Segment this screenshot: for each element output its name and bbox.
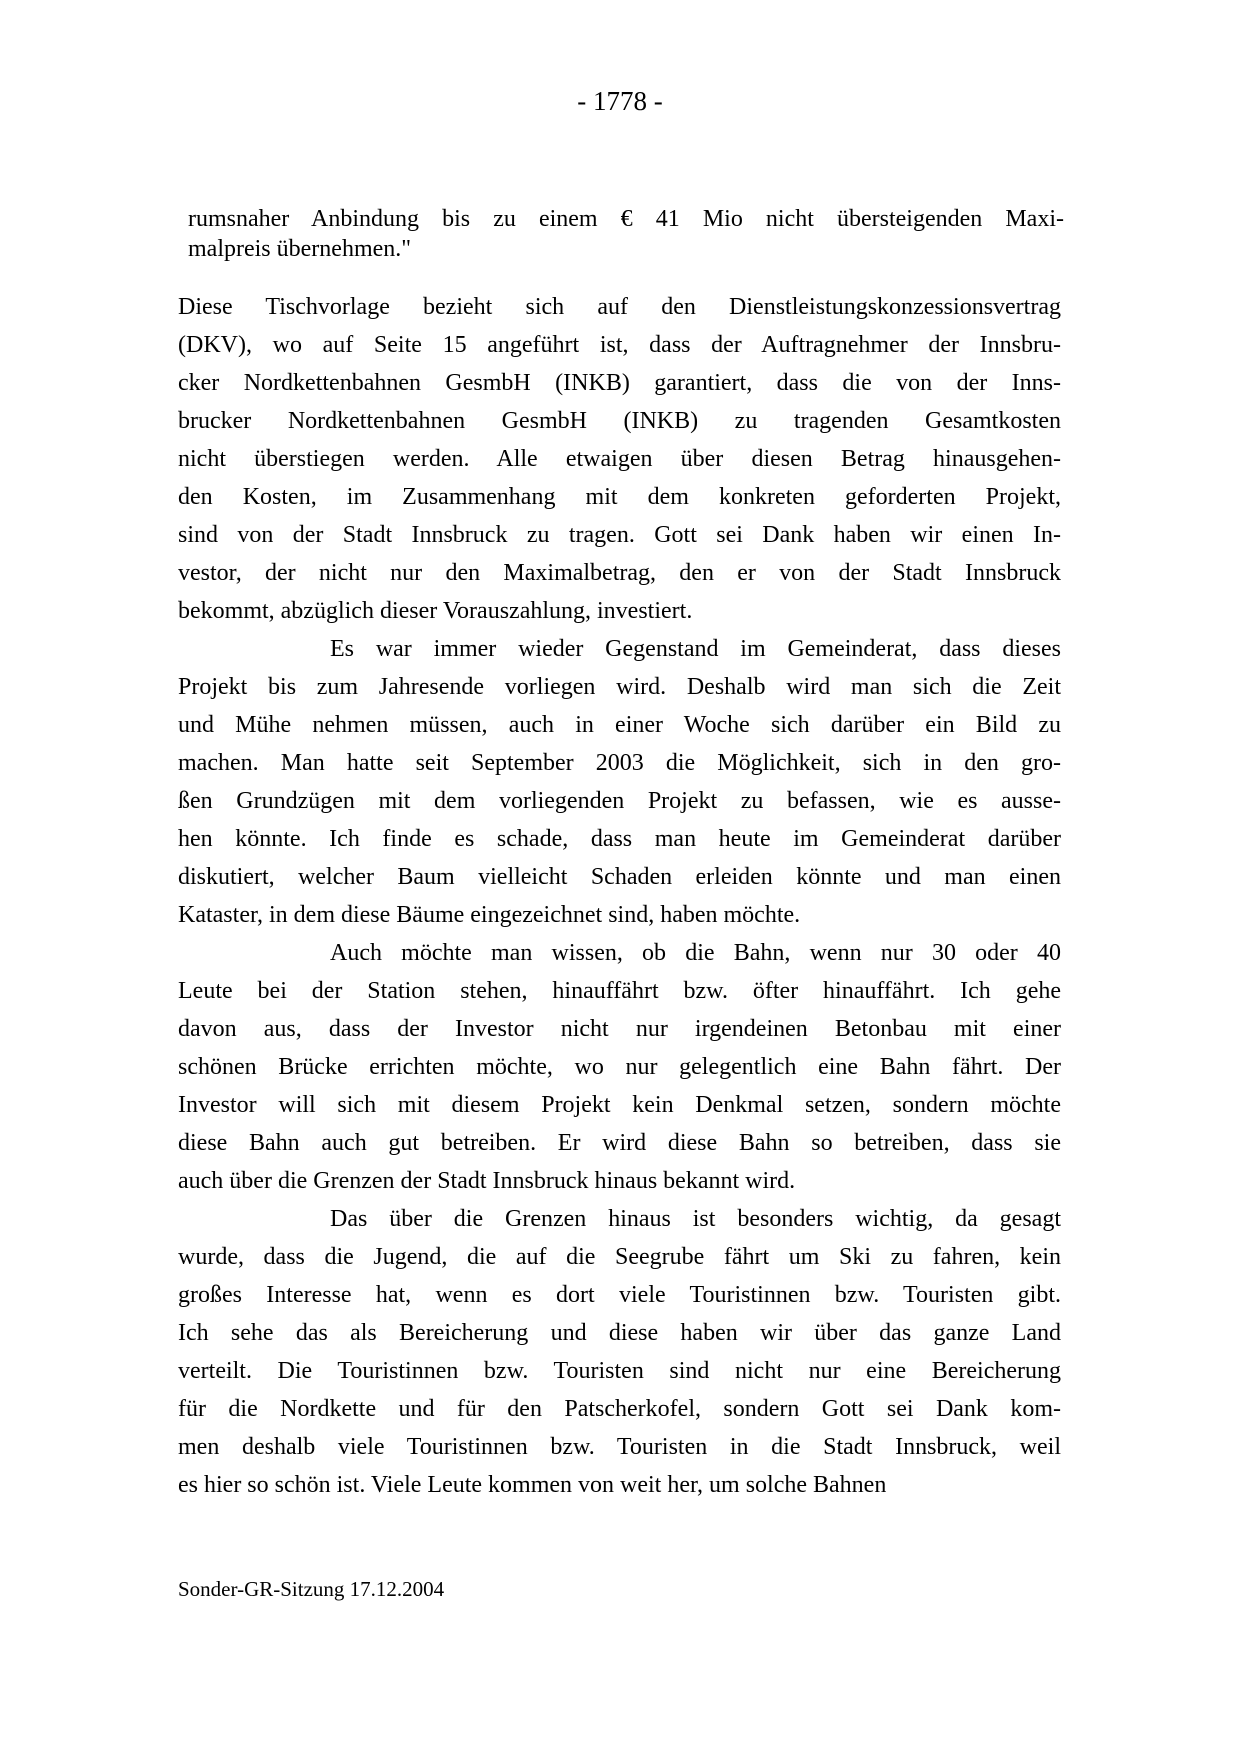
text-line: wurde, dass die Jugend, die auf die Seegrube fährt um Ski zu fahren, kein	[178, 1244, 1061, 1270]
text-line: großes Interesse hat, wenn es dort viele Touristinnen bzw. Touristen gibt.	[178, 1282, 1061, 1308]
page-footer: Sonder-GR-Sitzung 17.12.2004	[178, 1577, 445, 1601]
text-line: machen. Man hatte seit September 2003 die Möglichkeit, sich in den gro-	[178, 750, 1061, 776]
quote-line: malpreis übernehmen."	[188, 236, 412, 262]
paragraph	[178, 1200, 1061, 1504]
text-line: Leute bei der Station stehen, hinauffährt bzw. öfter hinauffährt. Ich gehe	[178, 978, 1061, 1004]
text-line: Ich sehe das als Bereicherung und diese haben wir über das ganze Land	[178, 1320, 1061, 1346]
text-line: Investor will sich mit diesem Projekt kein Denkmal setzen, sondern möchte	[178, 1092, 1061, 1118]
text-line: diskutiert, welcher Baum vielleicht Schaden erleiden könnte und man einen	[178, 864, 1061, 890]
text-line: schönen Brücke errichten möchte, wo nur gelegentlich eine Bahn fährt. Der	[178, 1054, 1061, 1080]
quote-block	[188, 204, 1064, 264]
paragraph	[178, 630, 1061, 934]
body-text	[178, 288, 1061, 1504]
text-line: sind von der Stadt Innsbruck zu tragen. Gott sei Dank haben wir einen In-	[178, 522, 1061, 548]
text-line: hen könnte. Ich finde es schade, dass man heute im Gemeinderat darüber	[178, 826, 1061, 852]
text-line: Projekt bis zum Jahresende vorliegen wird. Deshalb wird man sich die Zeit	[178, 674, 1061, 700]
text-line: Kataster, in dem diese Bäume eingezeichnet sind, haben möchte.	[178, 902, 801, 928]
text-line: für die Nordkette und für den Patscherkofel, sondern Gott sei Dank kom-	[178, 1396, 1061, 1422]
quote-line: rumsnaher Anbindung bis zu einem € 41 Mio nicht übersteigenden Maxi-	[188, 206, 1064, 232]
text-line: nicht überstiegen werden. Alle etwaigen über diesen Betrag hinausgehen-	[178, 446, 1061, 472]
text-line: bekommt, abzüglich dieser Vorauszahlung, investiert.	[178, 598, 693, 624]
text-line: vestor, der nicht nur den Maximalbetrag, den er von der Stadt Innsbruck	[178, 560, 1061, 586]
text-line: den Kosten, im Zusammenhang mit dem konkreten geforderten Projekt,	[178, 484, 1061, 510]
text-line: auch über die Grenzen der Stadt Innsbruck hinaus bekannt wird.	[178, 1168, 796, 1194]
paragraph	[178, 934, 1061, 1200]
text-line: Diese Tischvorlage bezieht sich auf den Dienstleistungskonzessionsvertrag	[178, 294, 1061, 320]
text-line: es hier so schön ist. Viele Leute kommen von weit her, um solche Bahnen	[178, 1472, 887, 1498]
text-line: Das über die Grenzen hinaus ist besonders wichtig, da gesagt	[330, 1206, 1061, 1232]
text-line: cker Nordkettenbahnen GesmbH (INKB) garantiert, dass die von der Inns-	[178, 370, 1061, 396]
text-line: Auch möchte man wissen, ob die Bahn, wenn nur 30 oder 40	[330, 940, 1061, 966]
text-line: davon aus, dass der Investor nicht nur irgendeinen Betonbau mit einer	[178, 1016, 1061, 1042]
text-line: Es war immer wieder Gegenstand im Gemeinderat, dass dieses	[330, 636, 1061, 662]
text-line: men deshalb viele Touristinnen bzw. Touristen in die Stadt Innsbruck, weil	[178, 1434, 1061, 1460]
text-line: diese Bahn auch gut betreiben. Er wird diese Bahn so betreiben, dass sie	[178, 1130, 1061, 1156]
page-number: - 1778 -	[577, 86, 663, 116]
text-line: und Mühe nehmen müssen, auch in einer Woche sich darüber ein Bild zu	[178, 712, 1061, 738]
text-line: (DKV), wo auf Seite 15 angeführt ist, dass der Auftragnehmer der Innsbru-	[178, 332, 1061, 358]
text-line: brucker Nordkettenbahnen GesmbH (INKB) zu tragenden Gesamtkosten	[178, 408, 1061, 434]
text-line: ßen Grundzügen mit dem vorliegenden Projekt zu befassen, wie es ausse-	[178, 788, 1061, 814]
paragraph	[178, 288, 1061, 630]
text-line: verteilt. Die Touristinnen bzw. Touristen sind nicht nur eine Bereicherung	[178, 1358, 1061, 1384]
